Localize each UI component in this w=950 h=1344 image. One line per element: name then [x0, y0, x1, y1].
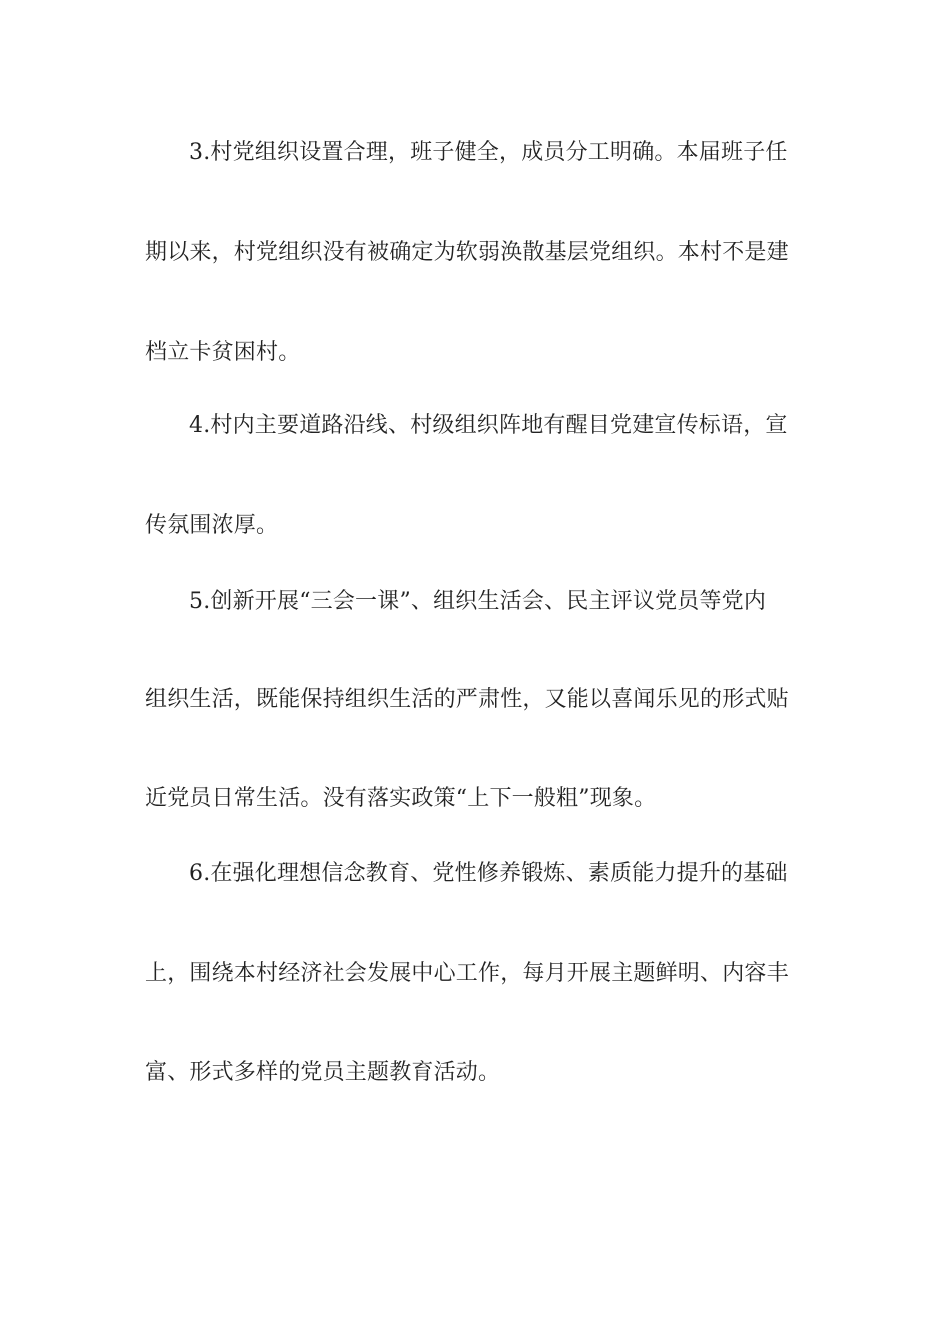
paragraph-line: 6.在强化理想信念教育、党性修养锻炼、素质能力提升的基础 [189, 861, 788, 886]
paragraph-line: 4.村内主要道路沿线、村级组织阵地有醒目党建宣传标语，宣 [189, 413, 788, 438]
paragraph-line: 3.村党组织设置合理，班子健全，成员分工明确。本届班子任 [189, 140, 788, 165]
paragraph-line: 传氛围浓厚。 [145, 513, 279, 538]
paragraph-line: 组织生活，既能保持组织生活的严肃性，又能以喜闻乐见的形式贴 [145, 687, 789, 712]
paragraph-line: 5.创新开展“三会一课”、组织生活会、民主评议党员等党内 [189, 589, 767, 614]
paragraph-line: 期以来，村党组织没有被确定为软弱涣散基层党组织。本村不是建 [145, 240, 789, 265]
paragraph-line: 上，围绕本村经济社会发展中心工作，每月开展主题鲜明、内容丰 [145, 961, 789, 986]
paragraph-line: 富、形式多样的党员主题教育活动。 [145, 1060, 501, 1085]
paragraph-line: 档立卡贫困村。 [145, 340, 301, 365]
paragraph-line: 近党员日常生活。没有落实政策“上下一般粗”现象。 [145, 786, 657, 811]
